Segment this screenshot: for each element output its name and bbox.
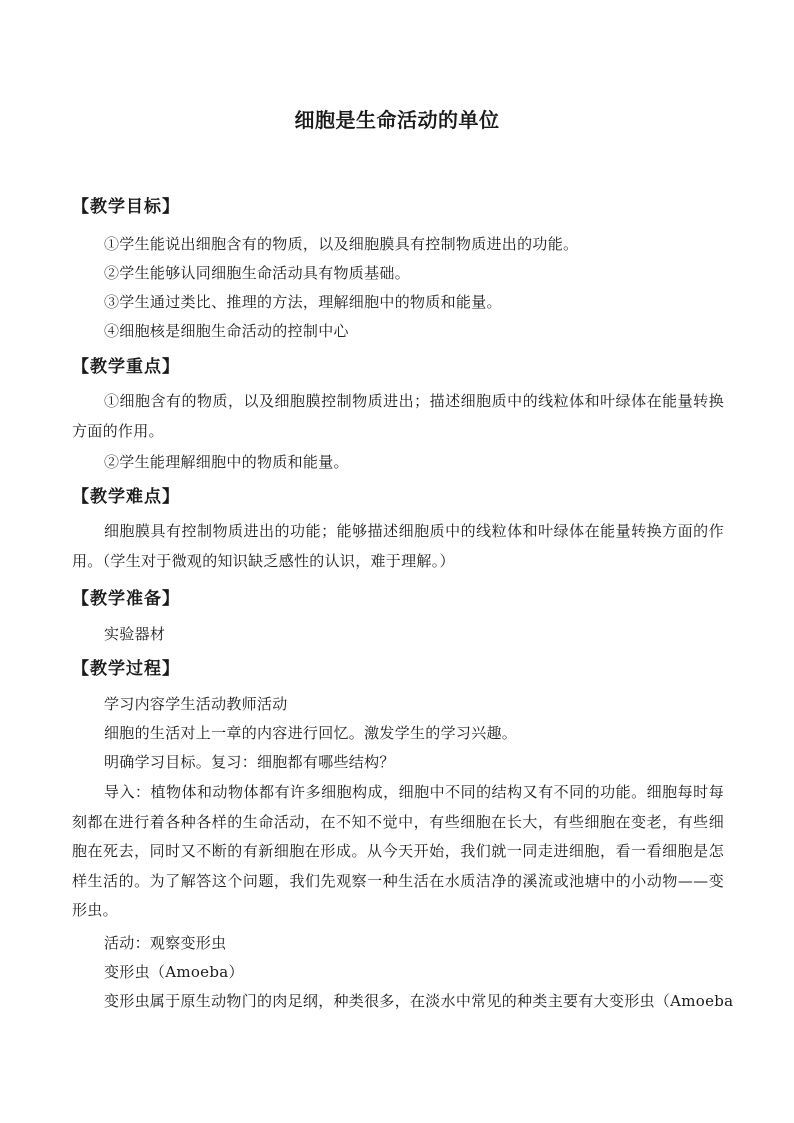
heading-process: 【教学过程】 [72, 659, 180, 679]
heading-teaching-goals: 【教学目标】 [72, 197, 180, 217]
heading-key-points: 【教学重点】 [72, 357, 180, 377]
difficulty-paragraph: 细胞膜具有控制物质进出的功能；能够描述细胞质中的线粒体和叶绿体在能量转换方面的作用。（学生对于微观的知识缺乏感性的认识，难于理解。） [72, 522, 724, 570]
process-line-2: 细胞的生活对上一章的内容进行回忆。激发学生的学习兴趣。 [104, 724, 518, 742]
amoeba-text: 变形虫属于原生动物门的肉足纲，种类很多，在淡水中常见的种类主要有大变形虫（Amoeba [104, 992, 734, 1010]
key-point-paragraph-2: ②学生能理解细胞中的物质和能量。 [104, 453, 349, 471]
heading-preparation: 【教学准备】 [72, 589, 180, 609]
heading-difficulties: 【教学难点】 [72, 487, 180, 507]
goal-item-4: ④细胞核是细胞生命活动的控制中心 [104, 322, 349, 340]
preparation-item: 实验器材 [104, 625, 166, 643]
goal-item-1: ①学生能说出细胞含有的物质，以及细胞膜具有控制物质进出的功能。 [104, 235, 579, 253]
process-line-1: 学习内容学生活动教师活动 [104, 695, 288, 713]
goal-item-2: ②学生能够认同细胞生命活动具有物质基础。 [104, 264, 411, 282]
intro-paragraph: 导入：植物体和动物体都有许多细胞构成，细胞中不同的结构又有不同的功能。细胞每时每刻都在进行着各种各样的生命活动，在不知不觉中，有些细胞在长大，有些细胞在变老，有些细胞在死去，同时又不断的有新细胞在形成。从今天开始，我们就一同走进细胞，看一看细胞是怎样生活的。为了解答这个问题，我们先观察一种生活在水质洁净的溪流或池塘中的小动物——变形虫。 [72, 783, 724, 919]
amoeba-title: 变形虫（Amoeba） [104, 963, 244, 981]
goal-item-3: ③学生通过类比、推理的方法，理解细胞中的物质和能量。 [104, 293, 502, 311]
process-line-3: 明确学习目标。复习：细胞都有哪些结构？ [104, 753, 395, 771]
activity-line: 活动：观察变形虫 [104, 934, 227, 952]
page-title: 细胞是生命活动的单位 [294, 108, 500, 132]
key-point-paragraph-1: ①细胞含有的物质，以及细胞膜控制物质进出；描述细胞质中的线粒体和叶绿体在能量转换方面的作用。 [72, 392, 724, 440]
